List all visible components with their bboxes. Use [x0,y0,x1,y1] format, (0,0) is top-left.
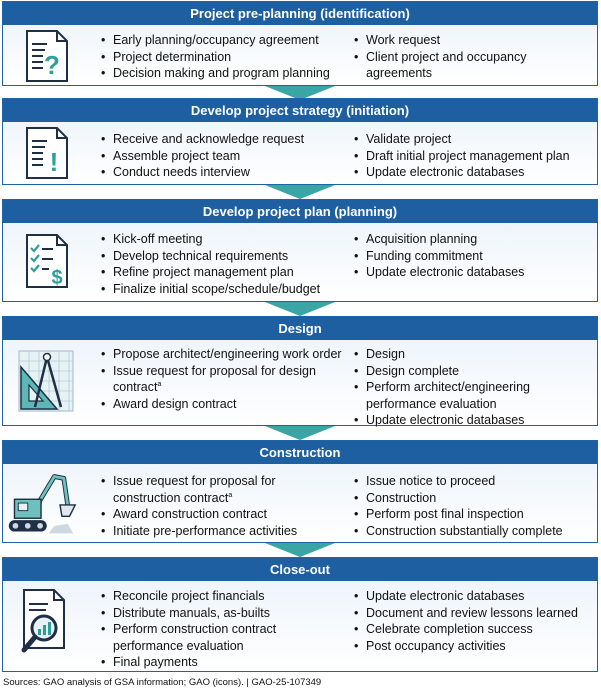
left-activity-list [100,131,345,181]
list-item: • Propose architect/engineering work order [100,346,345,363]
list-item: • Reconcile project financials [100,588,345,605]
list-item: • Update electronic databases [353,588,593,605]
stage-develop-project-strategy [2,98,598,185]
checklist-dollar-icon [9,233,83,289]
item-text: Issue request for proposal for construction contract [113,474,276,505]
left-activity-list [100,473,345,539]
list-item: • Award design contract [100,396,345,413]
stage-design [2,316,598,426]
list-item [100,473,345,506]
list-item: • Finalize initial scope/schedule/budget [100,281,345,298]
list-item: • Post occupancy activities [353,638,593,655]
list-item: • Construction [353,490,593,507]
list-item: • Issue notice to proceed [353,473,593,490]
stage-title: Develop project strategy (initiation) [3,99,597,122]
document-exclamation-icon [9,126,83,180]
flow-arrow [265,426,335,440]
list-item: • Initiate pre-performance activities [100,523,345,540]
list-item: • Document and review lessons learned [353,605,593,622]
stage-title: Develop project plan (planning) [3,200,597,223]
list-item: • Receive and acknowledge request [100,131,345,148]
stage-close-out [2,557,598,672]
right-activity-list [353,473,593,539]
right-activity-list [353,231,593,281]
left-activity-list [100,32,345,82]
stage-develop-project-plan [2,199,598,302]
left-activity-list [100,346,345,412]
stage-title: Project pre-planning (identification) [3,2,597,25]
list-item: • Final payments [100,654,345,671]
list-item: • Funding commitment [353,248,593,265]
list-item: • Validate project [353,131,593,148]
drafting-tools-icon [9,347,83,421]
right-activity-list [353,131,593,181]
list-item: • Construction substantially complete [353,523,593,540]
svg-text:$: $ [51,267,63,289]
source-note: Sources: GAO analysis of GSA information; GAO (icons). | GAO-25-107349 [3,677,322,688]
left-activity-list [100,588,345,671]
list-item: • Project determination [100,49,345,66]
list-item: • Celebrate completion success [353,621,593,638]
svg-text:!: ! [49,147,59,177]
list-item: • Acquisition planning [353,231,593,248]
flow-arrow [265,543,335,557]
flow-arrow [265,185,335,199]
list-item: • Perform architect/engineering performance evaluation [353,379,593,412]
right-activity-list [353,346,593,429]
svg-text:?: ? [44,50,60,80]
list-item: • Early planning/occupancy agreement [100,32,345,49]
list-item: • Assemble project team [100,148,345,165]
right-activity-list [353,32,593,82]
stage-title: Close-out [3,558,597,581]
list-item [100,363,345,396]
list-item: • Design complete [353,363,593,380]
list-item: • Client project and occupancy agreements [353,49,593,82]
report-magnifier-icon [9,588,83,658]
list-item: • Conduct needs interview [100,164,345,181]
stage-construction [2,440,598,543]
list-item: • Distribute manuals, as-builts [100,605,345,622]
list-item: • Design [353,346,593,363]
right-activity-list [353,588,593,654]
list-item: • Decision making and program planning [100,65,345,82]
excavator-icon [5,465,79,543]
stage-title: Design [3,317,597,340]
list-item: • Update electronic databases [353,264,593,281]
stage-project-pre-planning [2,1,598,86]
list-item: • Perform construction contract performance evaluation [100,621,345,654]
document-question-icon [9,29,83,83]
list-item: • Update electronic databases [353,412,593,429]
flow-arrow [265,302,335,316]
list-item: • Draft initial project management plan [353,148,593,165]
left-activity-list [100,231,345,297]
stage-title: Construction [3,441,597,464]
list-item: • Perform post final inspection [353,506,593,523]
list-item: • Work request [353,32,593,49]
footnote-marker: a [228,491,233,499]
list-item: • Update electronic databases [353,164,593,181]
item-text: Issue request for proposal for design contract [113,363,316,394]
list-item: • Develop technical requirements [100,248,345,265]
list-item: • Refine project management plan [100,264,345,281]
list-item: • Award construction contract [100,506,345,523]
list-item: • Kick-off meeting [100,231,345,248]
footnote-marker: a [157,381,162,388]
